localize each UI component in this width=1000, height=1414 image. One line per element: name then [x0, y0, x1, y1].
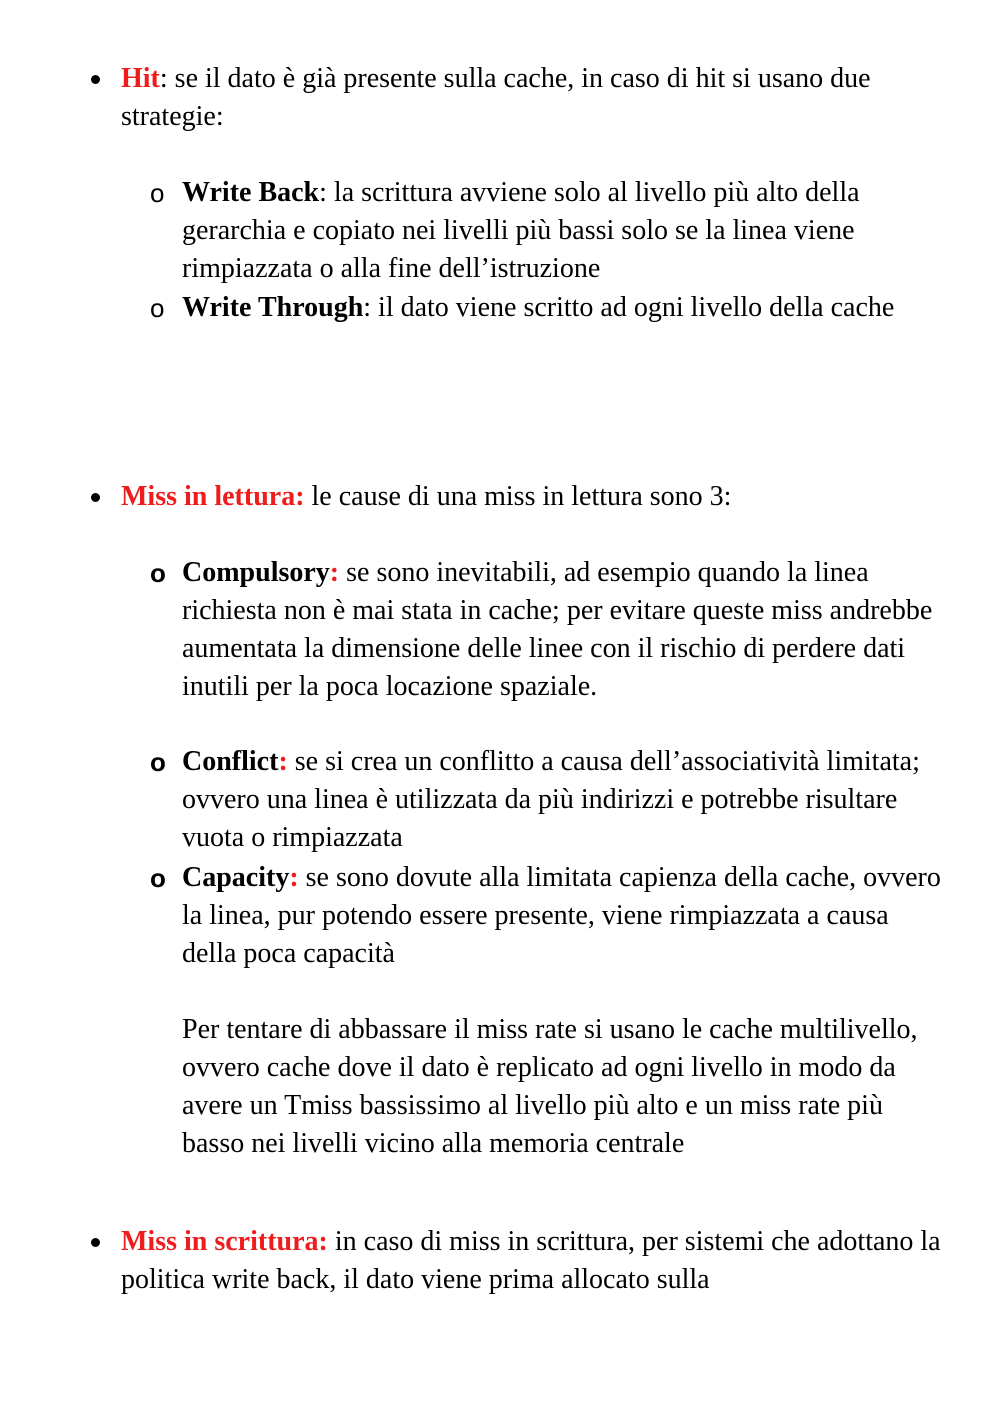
miss-write-description: in caso di miss in scrittura, per sistemi che adottano la politica write back, il dato viene prima allocato sulla — [121, 1226, 941, 1295]
term-compulsory: Compulsory — [182, 557, 330, 588]
term-colon: : — [329, 557, 340, 588]
subitem-compulsory — [150, 554, 942, 706]
term-write-back: Write Back — [182, 177, 320, 208]
term-colon: : — [278, 746, 288, 777]
write-back-description: : la scrittura avviene solo al livello più alto della gerarchia e copiato nei livelli più bassi solo se la linea viene rimpiazzata o alla fine dell’istruzione — [182, 177, 860, 284]
bullet-miss-write — [121, 1223, 941, 1299]
sub-bullet-marker: o — [150, 747, 166, 777]
subitem-write-back — [150, 174, 942, 288]
term-miss-write: Miss in scrittura: — [121, 1226, 328, 1257]
sub-bullet-marker: o — [150, 558, 166, 588]
capacity-description: se sono dovute alla limitata capienza della cache, ovvero la linea, pur potendo essere presente, viene rimpiazzata a causa della poca capacità — [182, 862, 941, 969]
multilevel-cache-note: Per tentare di abbassare il miss rate si usano le cache multilivello, ovvero cache dove il dato è replicato ad ogni livello in modo da avere un Tmiss bassissimo al livello più alto e un miss rate più basso nei livelli vicino alla memoria centrale — [182, 1014, 918, 1159]
term-colon: : — [289, 862, 299, 893]
subitem-write-through — [150, 289, 942, 327]
term-conflict: Conflict — [182, 746, 279, 777]
term-hit: Hit — [121, 63, 160, 94]
sub-bullet-marker: o — [150, 293, 165, 323]
hit-description: : se il dato è già presente sulla cache, in caso di hit si usano due strategie: — [121, 63, 871, 132]
term-miss-read: Miss in lettura: — [121, 481, 305, 512]
compulsory-description: se sono inevitabili, ad esempio quando la linea richiesta non è mai stata in cache; per evitare queste miss andrebbe aumentata la dimensione delle linee con il rischio di perdere dati inutili per la poca locazione spaziale. — [182, 557, 933, 702]
subitem-capacity — [150, 859, 942, 973]
write-through-description: : il dato viene scritto ad ogni livello della cache — [363, 292, 895, 323]
sub-bullet-marker: o — [150, 863, 166, 893]
bullet-hit — [121, 60, 941, 136]
bullet-miss-read — [121, 478, 941, 516]
sub-bullet-marker: o — [150, 178, 165, 208]
term-capacity: Capacity — [182, 862, 290, 893]
miss-read-description: le cause di una miss in lettura sono 3: — [304, 481, 732, 512]
conflict-description: se si crea un conflitto a causa dell’associatività limitata; ovvero una linea è utilizzata da più indirizzi e potrebbe risultare vuota o rimpiazzata — [182, 746, 920, 853]
term-write-through: Write Through — [182, 292, 364, 323]
subitem-conflict — [150, 743, 942, 857]
